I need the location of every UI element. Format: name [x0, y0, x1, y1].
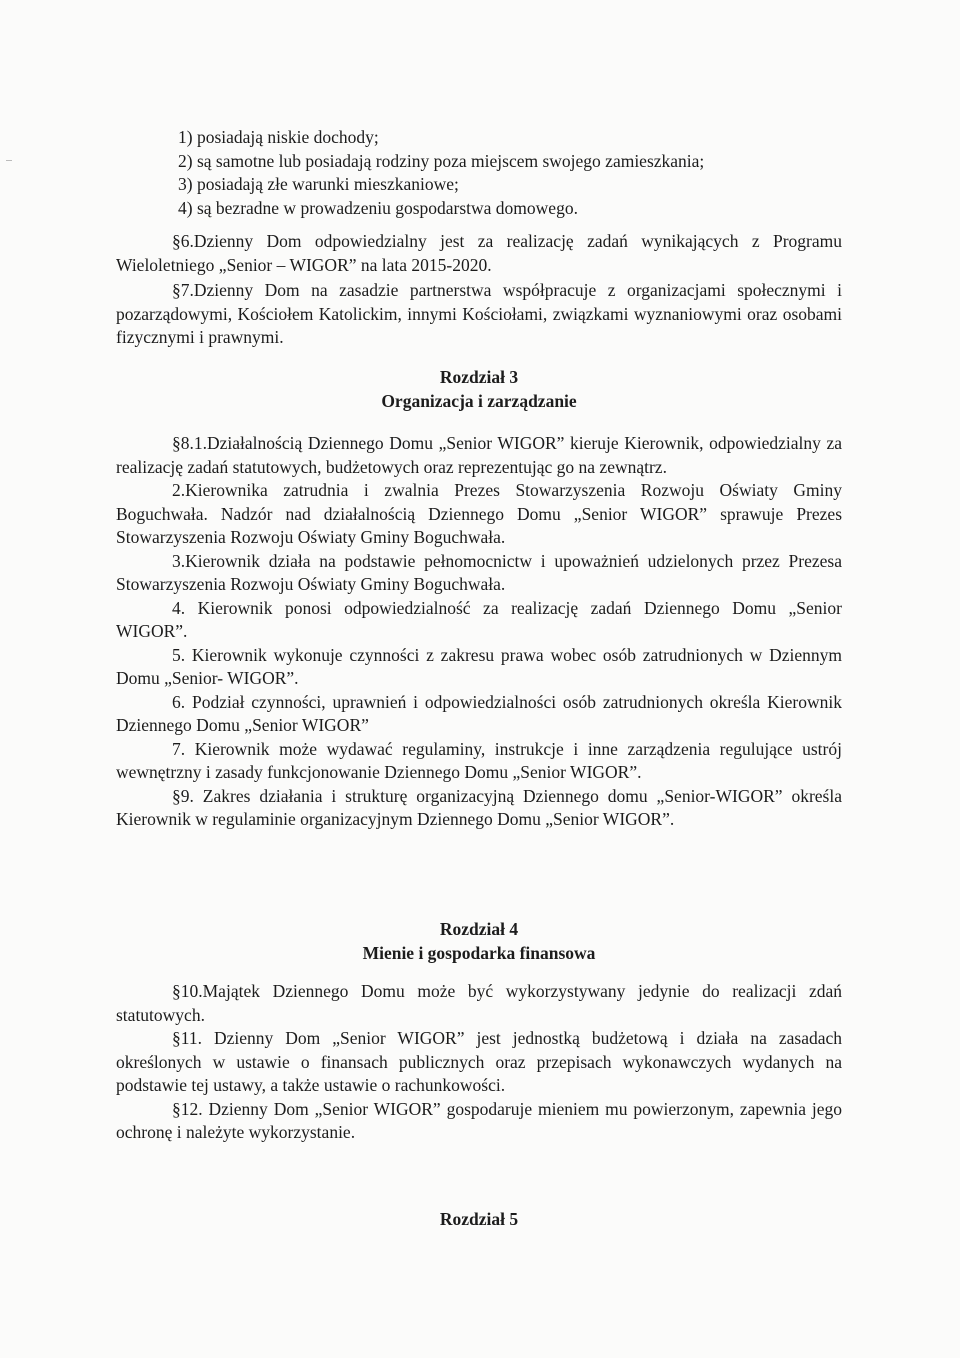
paragraph-11: §11. Dzienny Dom „Senior WIGOR” jest jednostką budżetową i działa na zasadach określonych w ustawie o finansach publicznych oraz przepisach wykonawczych wydanych na podstawie tej ustawy, a także ustawie o rachunkowości.	[116, 1028, 842, 1095]
paragraph-7: §7.Dzienny Dom na zasadzie partnerstwa współpracuje z organizacjami społecznymi i pozarządowymi, Kościołem Katolickim, innymi Kościołami, związkami wyznaniowymi oraz osobami fizycznymi i prawnymi.	[116, 280, 842, 347]
list-item: 2) są samotne lub posiadają rodziny poza miejscem swojego zamieszkania;	[178, 150, 705, 171]
intro-section	[116, 230, 842, 350]
paragraph-9: §9. Zakres działania i strukturę organizacyjną Dziennego domu „Senior-WIGOR” określa Kierownik w regulaminie organizacyjnym Dziennego Domu „Senior WIGOR”.	[116, 785, 842, 829]
chapter-4-body	[116, 980, 842, 1145]
paragraph-8-1: §8.1.Działalnością Dziennego Domu „Senior WIGOR” kieruje Kierownik, odpowiedzialny za realizację zadań statutowych, budżetowych oraz reprezentując go na zewnątrz.	[116, 433, 842, 477]
paragraph-8-3: 3.Kierownik działa na podstawie pełnomocnictw i upoważnień udzielonych przez Prezesa Stowarzyszenia Rozwoju Oświaty Gminy Boguchwała.	[116, 550, 842, 594]
chapter-5-heading	[116, 1208, 842, 1232]
chapter-3-body	[116, 432, 842, 832]
chapter-number: Rozdział 3	[439, 367, 519, 387]
paragraph-8-7: 7. Kierownik może wydawać regulaminy, instrukcje i inne zarządzenia regulujące ustrój wewnętrzny i zasady funkcjonowanie Dziennego Domu „Senior WIGOR”.	[116, 738, 842, 782]
chapter-number: Rozdział 5	[439, 1209, 519, 1229]
chapter-title: Organizacja i zarządzanie	[381, 390, 577, 411]
chapter-number: Rozdział 4	[439, 919, 519, 939]
paragraph-8-6: 6. Podział czynności, uprawnień i odpowiedzialności osób zatrudnionych określa Kierownik Dziennego Domu „Senior WIGOR”	[116, 691, 842, 735]
paragraph-6: §6.Dzienny Dom odpowiedzialny jest za realizację zadań wynikających z Programu Wieloletniego „Senior – WIGOR” na lata 2015-2020.	[116, 231, 842, 275]
list-item: 3) posiadają złe warunki mieszkaniowe;	[178, 174, 459, 194]
list-item: 4) są bezradne w prowadzeniu gospodarstwa domowego.	[178, 197, 578, 218]
chapter-title: Mienie i gospodarka finansowa	[362, 942, 596, 963]
list-item: 1) posiadają niskie dochody;	[178, 127, 379, 147]
chapter-3-heading	[116, 366, 842, 413]
paragraph-8-5: 5. Kierownik wykonuje czynności z zakresu prawa wobec osób zatrudnionych w Dziennym Domu „Senior- WIGOR”.	[116, 644, 842, 688]
scan-artifact	[6, 160, 12, 161]
paragraph-12: §12. Dzienny Dom „Senior WIGOR” gospodaruje mieniem mu powierzonym, zapewnia jego ochronę i należyte wykorzystanie.	[116, 1098, 842, 1142]
paragraph-8-4: 4. Kierownik ponosi odpowiedzialność za realizację zadań Dziennego Domu „Senior WIGOR”.	[116, 597, 842, 641]
chapter-4-heading	[116, 918, 842, 965]
paragraph-10: §10.Majątek Dziennego Domu może być wykorzystywany jedynie do realizacji zdań statutowych.	[116, 981, 842, 1025]
paragraph-8-2: 2.Kierownika zatrudnia i zwalnia Prezes Stowarzyszenia Rozwoju Oświaty Gminy Boguchwała. Nadzór nad działalnością Dziennego Domu „Senior WIGOR” sprawuje Prezes Stowarzyszenia Rozwoju Oświaty Gminy Boguchwała.	[116, 480, 842, 547]
conditions-list	[116, 126, 842, 220]
